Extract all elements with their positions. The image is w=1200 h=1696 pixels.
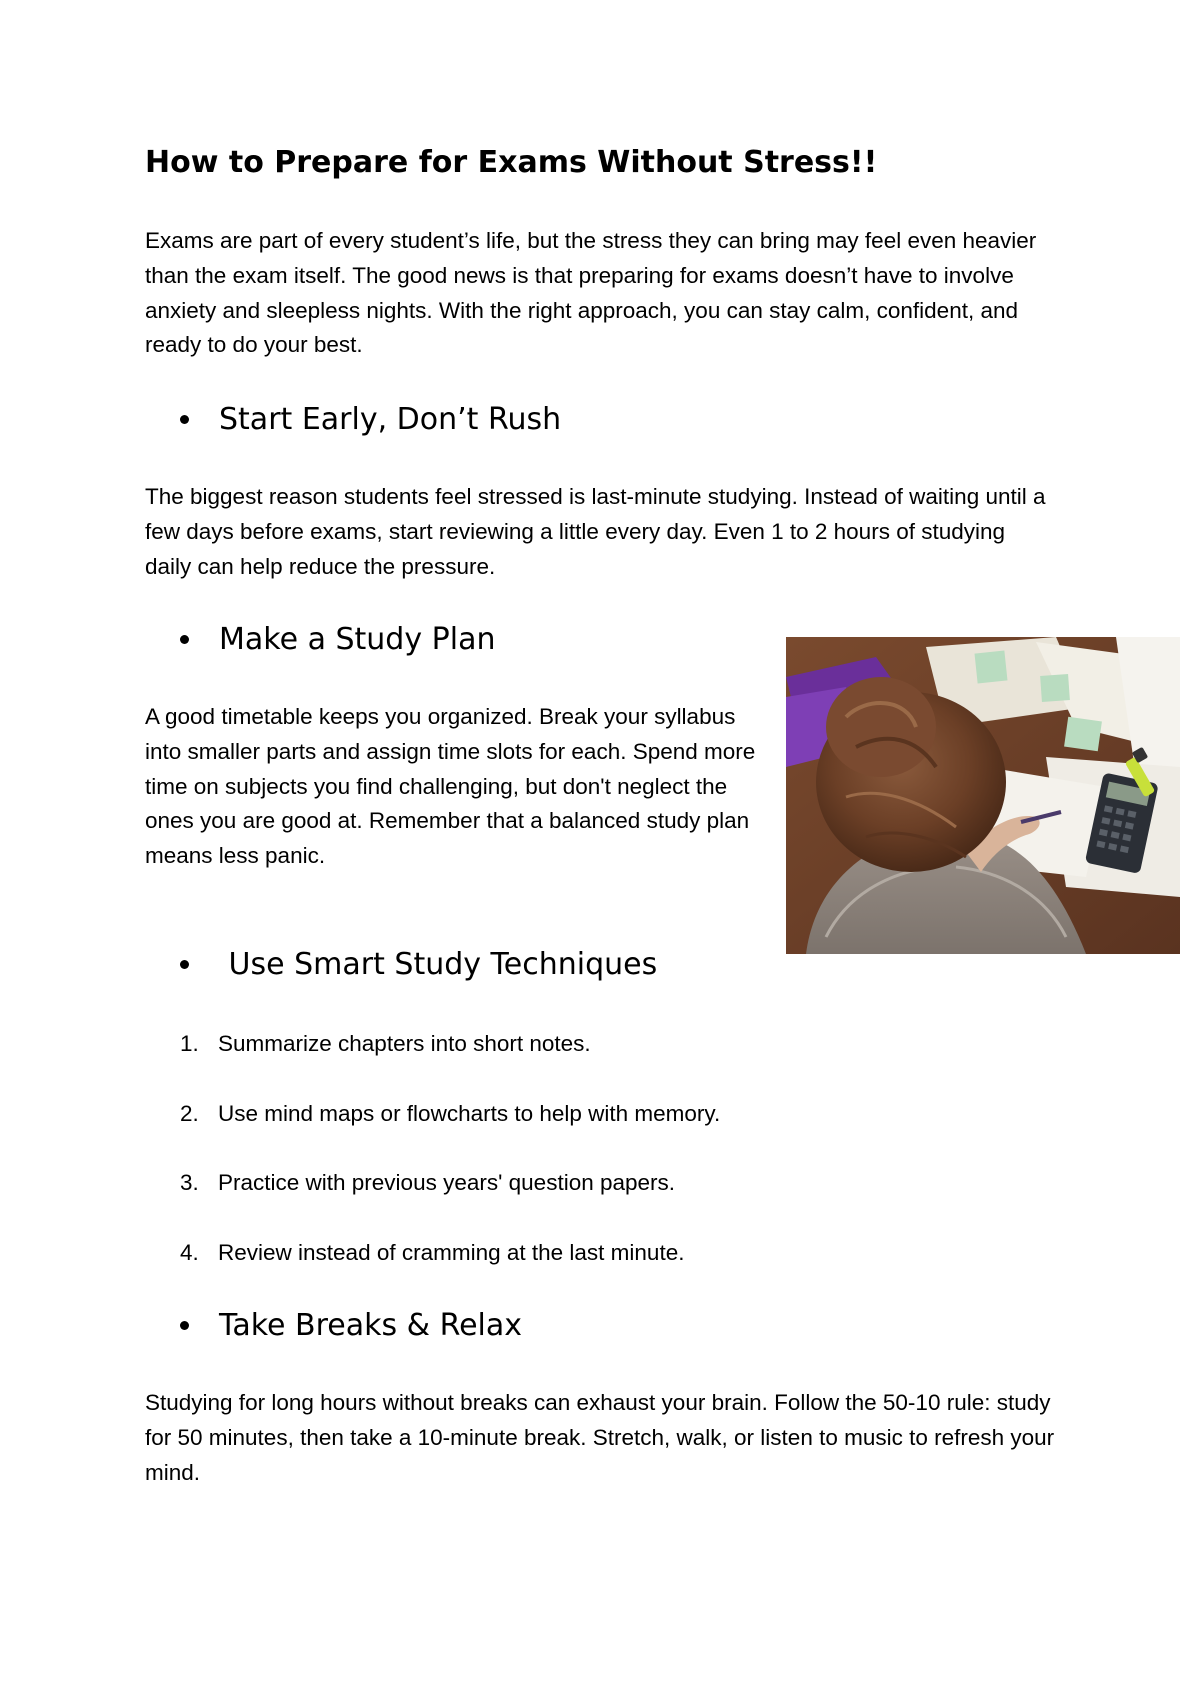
bullet-icon — [180, 1321, 189, 1330]
list-number: 3. — [180, 1170, 199, 1195]
list-text: Summarize chapters into short notes. — [218, 1031, 591, 1056]
list-number: 1. — [180, 1031, 199, 1056]
list-number: 2. — [180, 1101, 199, 1126]
section-body-breaks: Studying for long hours without breaks can exhaust your brain. Follow the 50-10 rule: study for 50 minutes, then take a 10-minute break. Stretch, walk, or listen to music to refresh your mind. — [145, 1390, 1055, 1485]
section-heading-text: Make a Study Plan — [219, 622, 496, 657]
list-text: Practice with previous years' question papers. — [218, 1170, 676, 1195]
section-heading-text: Start Early, Don’t Rush — [219, 402, 562, 437]
section-body-start-early: The biggest reason students feel stressed is last-minute studying. Instead of waiting until a few days before exams, start reviewing a little every day. Even 1 to 2 hours of studying daily can help reduce the pressure. — [145, 484, 1046, 579]
bullet-icon — [180, 635, 189, 644]
document-title: How to Prepare for Exams Without Stress!! — [145, 145, 878, 180]
intro-paragraph: Exams are part of every student’s life, but the stress they can bring may feel even heavier than the exam itself. The good news is that preparing for exams doesn’t have to involve anxiety and sleepless nights. With the right approach, you can stay calm, confident, and ready to do your best. — [145, 228, 1037, 358]
list-text: Review instead of cramming at the last minute. — [218, 1240, 685, 1265]
bullet-icon — [180, 415, 189, 424]
photo-illustration — [786, 637, 1180, 954]
section-heading-text: Use Smart Study Techniques — [219, 947, 658, 982]
list-text: Use mind maps or flowcharts to help with memory. — [218, 1101, 721, 1126]
section-heading-text: Take Breaks & Relax — [219, 1308, 523, 1343]
bullet-icon — [180, 960, 189, 969]
student-studying-photo — [786, 637, 1180, 954]
section-body-study-plan: A good timetable keeps you organized. Break your syllabus into smaller parts and assign time slots for each. Spend more time on subjects you find challenging, but don't neglect the ones you are good at. Remember that a balanced study plan means less panic. — [145, 704, 756, 869]
list-number: 4. — [180, 1240, 199, 1265]
